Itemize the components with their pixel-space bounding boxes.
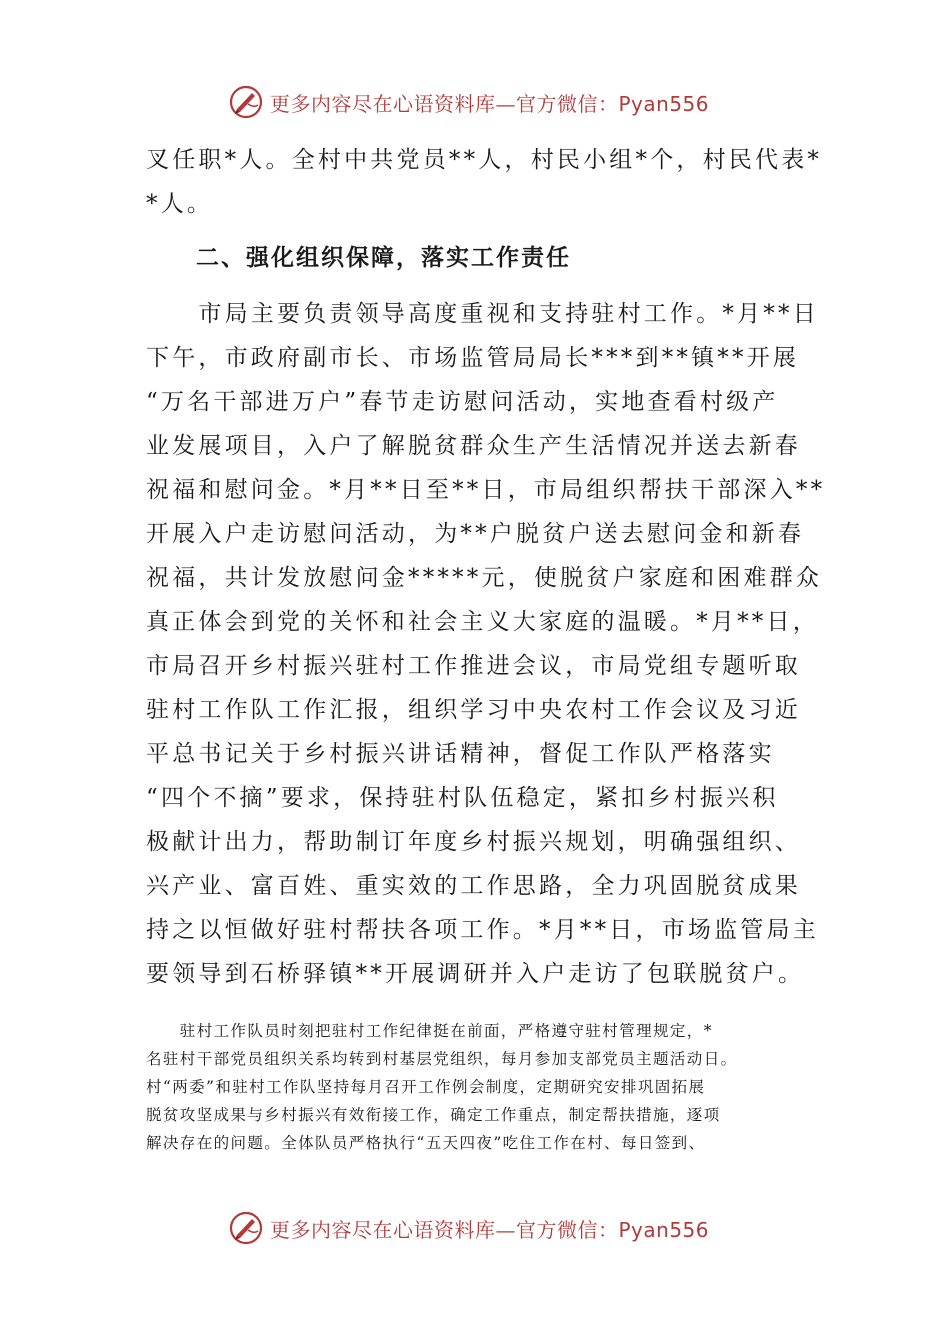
watermark-wechat-id: Pyan556 (618, 1217, 710, 1242)
pen-logo-icon (228, 84, 264, 120)
pen-logo-icon (228, 1210, 264, 1246)
watermark-text-cn: 更多内容尽在心语资料库—官方微信： (270, 1217, 619, 1242)
body-line: 兴产业、富百姓、重实效的工作思路，全力巩固脱贫成果 (146, 873, 801, 899)
watermark-wechat-id: Pyan556 (618, 91, 710, 116)
body-line: 平总书记关于乡村振兴讲话精神，督促工作队严格落实 (146, 741, 775, 767)
small-body-line: 名驻村干部党员组织关系均转到村基层党组织，每月参加支部党员主题活动日。 (146, 1050, 738, 1068)
body-line: 驻村工作队工作汇报，组织学习中央农村工作会议及习近 (146, 697, 801, 723)
section-heading: 二、强化组织保障，落实工作责任 (196, 244, 571, 271)
body-line: “四个不摘”要求，保持驻村队伍稳定，紧扣乡村振兴积 (146, 785, 779, 811)
body-line: 祝福和慰问金。*月**日至**日，市局组织帮扶干部深入** (146, 477, 826, 503)
body-line: 要领导到石桥驿镇**开展调研并入户走访了包联脱贫户。 (146, 961, 805, 987)
footer-watermark-banner (228, 1208, 748, 1248)
small-body-line: 村“两委”和驻村工作队坚持每月召开工作例会制度，定期研究安排巩固拓展 (146, 1078, 706, 1096)
small-body-line: 驻村工作队员时刻把驻村工作纪律挺在前面，严格遵守驻村管理规定，* (146, 1022, 713, 1040)
body-line: “万名干部进万户”春节走访慰问活动，实地查看村级产 (146, 389, 779, 415)
watermark-text (270, 1214, 709, 1243)
body-line: 市局召开乡村振兴驻村工作推进会议，市局党组专题听取 (146, 653, 801, 679)
body-line: 业发展项目，入户了解脱贫群众生产生活情况并送去新春 (146, 433, 801, 459)
body-line: 市局主要负责领导高度重视和支持驻村工作。*月**日 (146, 301, 819, 327)
body-line: *人。 (146, 191, 214, 217)
small-body-line: 脱贫攻坚成果与乡村振兴有效衔接工作，确定工作重点，制定帮扶措施，逐项 (146, 1106, 721, 1124)
body-line: 真正体会到党的关怀和社会主义大家庭的温暖。*月**日， (146, 609, 819, 635)
small-body-line: 解决存在的问题。全体队员严格执行“五天四夜”吃住工作在村、每日签到、 (146, 1134, 706, 1152)
header-watermark-banner (228, 82, 748, 122)
watermark-text (270, 88, 709, 117)
body-line: 下午，市政府副市长、市场监管局局长***到**镇**开展 (146, 345, 800, 371)
body-line: 开展入户走访慰问活动，为**户脱贫户送去慰问金和新春 (146, 521, 805, 547)
body-line: 极献计出力，帮助制订年度乡村振兴规划，明确强组织、 (146, 829, 801, 855)
body-line: 祝福，共计发放慰问金*****元，使脱贫户家庭和困难群众 (146, 565, 823, 591)
watermark-text-cn: 更多内容尽在心语资料库—官方微信： (270, 91, 619, 116)
body-line: 持之以恒做好驻村帮扶各项工作。*月**日，市场监管局主 (146, 917, 819, 943)
body-line: 叉任职*人。全村中共党员**人，村民小组*个，村民代表* (146, 147, 823, 173)
